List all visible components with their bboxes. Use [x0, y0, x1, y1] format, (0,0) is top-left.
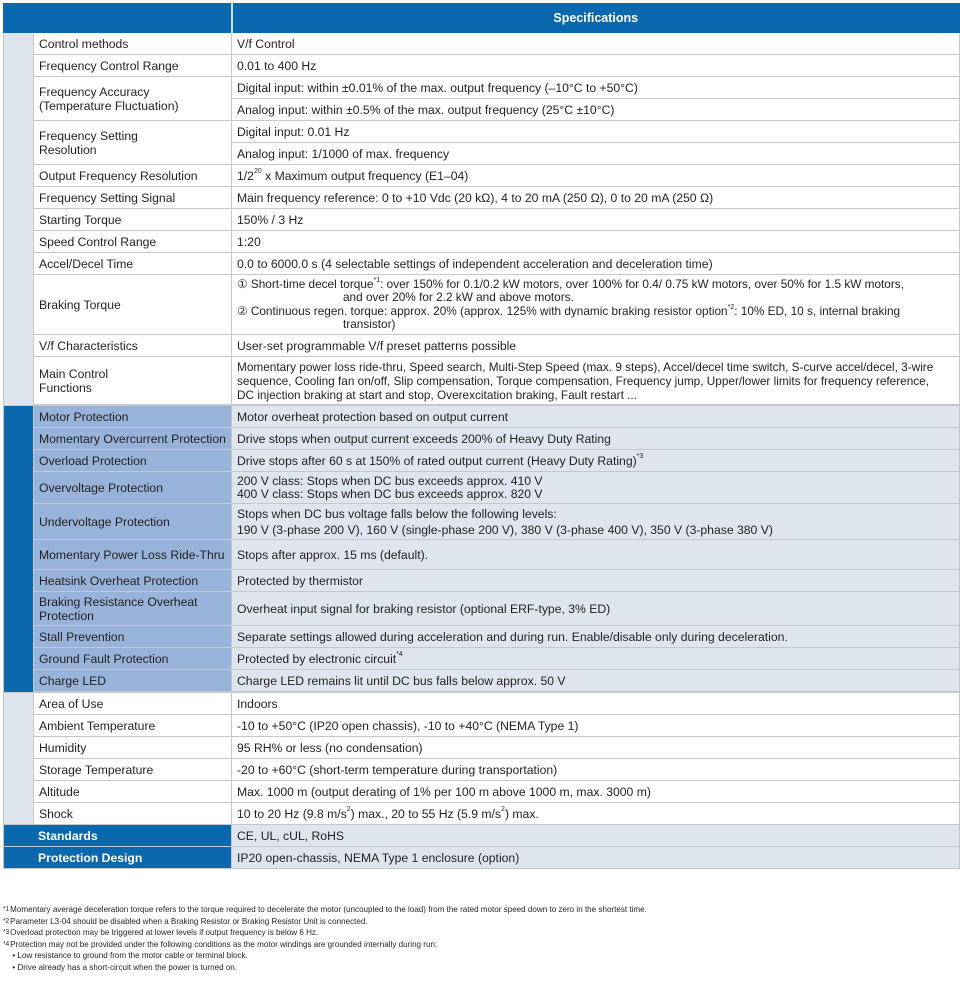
- spec-label: Starting Torque: [34, 209, 232, 231]
- spec-label: V/f Characteristics: [34, 335, 232, 357]
- spec-value: Digital input: 0.01 Hz: [232, 121, 960, 143]
- spec-value: 1:20: [232, 231, 960, 253]
- footnote-bullet: • Drive already has a short-circuit when the power is turned on.: [12, 961, 238, 972]
- spec-label: Heatsink Overheat Protection: [34, 570, 232, 592]
- spec-label: Ground Fault Protection: [34, 648, 232, 670]
- spec-label: Frequency Setting Resolution: [34, 121, 232, 165]
- spec-value: [232, 648, 960, 670]
- spec-label: Frequency Setting Signal: [34, 187, 232, 209]
- table-row: [4, 759, 960, 781]
- footnote-4: [3, 939, 896, 951]
- spec-label: Overload Protection: [34, 450, 232, 472]
- spec-value: -20 to +60°C (short-term temperature during transportation): [232, 759, 960, 781]
- footnote-text: Overload protection may be triggered at lower levels if output frequency is below 6 Hz.: [10, 927, 319, 938]
- table-row: [4, 121, 960, 143]
- category-control-characteristics: [4, 33, 34, 406]
- specifications-table: [3, 3, 960, 869]
- spec-label: Main Control Functions: [34, 357, 232, 405]
- table-row: [4, 803, 960, 825]
- table-row: [4, 253, 960, 275]
- spec-value: Max. 1000 m (output derating of 1% per 100 m above 1000 m, max. 3000 m): [232, 781, 960, 803]
- spec-value: Motor overheat protection based on output current: [232, 406, 960, 428]
- spec-value: [232, 450, 960, 472]
- spec-label: Humidity: [34, 737, 232, 759]
- spec-value: Overheat input signal for braking resistor (optional ERF-type, 3% ED): [232, 592, 960, 626]
- value-text: ② Continuous regen. torque: approx. 20% (approx. 125% with dynamic braking resistor option: [237, 303, 728, 318]
- spec-label: Shock: [34, 803, 232, 825]
- value-text: Protected by electronic circuit: [237, 651, 397, 666]
- superscript: *3: [636, 453, 644, 461]
- value-text: 1/2: [237, 168, 254, 183]
- spec-value: 95 RH% or less (no condensation): [232, 737, 960, 759]
- table-row: [4, 406, 960, 428]
- spec-label: Charge LED: [34, 670, 232, 692]
- table-row: [4, 55, 960, 77]
- footnote-3: [3, 927, 896, 939]
- spec-value: [232, 165, 960, 187]
- table-row: [4, 847, 960, 869]
- table-row: [4, 670, 960, 692]
- table-row: [4, 715, 960, 737]
- spec-label: Accel/Decel Time: [34, 253, 232, 275]
- value-text: ) max., 20 to 55 Hz (5.9 m/s: [350, 806, 502, 821]
- value-line: Stops when DC bus voltage falls below the following levels:: [237, 506, 557, 521]
- specifications-header: Specifications: [232, 4, 960, 33]
- table-row: [4, 357, 960, 405]
- spec-value: -10 to +50°C (IP20 open chassis), -10 to +40°C (NEMA Type 1): [232, 715, 960, 737]
- spec-label: Frequency Control Range: [34, 55, 232, 77]
- table-row: [4, 77, 960, 99]
- table-row: [4, 472, 960, 504]
- footnote-mark: *1: [3, 906, 10, 913]
- control-characteristics-group: [4, 33, 960, 406]
- footnote-text: Parameter L3-04 should be disabled when a Braking Resistor or Braking Resistor Unit is connected.: [10, 915, 368, 926]
- spec-value: Protected by thermistor: [232, 570, 960, 592]
- table-row: [4, 825, 960, 847]
- spec-label: Momentary Power Loss Ride-Thru: [34, 540, 232, 570]
- table-row: [4, 570, 960, 592]
- table-row: [4, 33, 960, 55]
- table-row: [4, 781, 960, 803]
- spec-value: V/f Control: [232, 33, 960, 55]
- standards-value: CE, UL, cUL, RoHS: [232, 825, 960, 847]
- superscript: 2: [501, 806, 505, 814]
- footnote-mark: *4: [3, 940, 10, 948]
- value-text: x Maximum output frequency (E1–04): [261, 168, 469, 183]
- table-row: [4, 504, 960, 540]
- footnotes: [3, 904, 896, 974]
- spec-label: Storage Temperature: [34, 759, 232, 781]
- spec-label: Overvoltage Protection: [34, 472, 232, 504]
- table-row: [4, 540, 960, 570]
- footnote-mark: *3: [3, 929, 10, 937]
- table-row: [4, 231, 960, 253]
- value-text: transistor): [343, 317, 396, 331]
- spec-value: Momentary power loss ride-thru, Speed search, Multi-Step Speed (max. 9 steps), Accel/decel time switch, S-curve accel/decel, 3-wire sequence, Cooling fan on/off, Slip compensation, Torque compensation, Frequency jump, Upper/lower limits for frequency reference, DC injection braking at start and stop, Overexcitation braking, Fault restart ...: [232, 357, 960, 405]
- spec-label: Stall Prevention: [34, 626, 232, 648]
- category-protection-function: [4, 406, 34, 693]
- protection-design-value: IP20 open-chassis, NEMA Type 1 enclosure (option): [232, 847, 960, 869]
- standards-group: [4, 825, 960, 869]
- table-row: [4, 737, 960, 759]
- protection-function-group: [4, 406, 960, 693]
- spec-label: Braking Resistance Overheat Protection: [34, 592, 232, 626]
- spec-label: Control methods: [34, 33, 232, 55]
- footnote-text: Momentary average deceleration torque refers to the torque required to decelerate the motor (uncoupled to the load) from the rated motor speed down to zero in the shortest time.: [10, 904, 647, 914]
- braking-line-2: [237, 305, 954, 319]
- spec-label: Momentary Overcurrent Protection: [34, 428, 232, 450]
- spec-value: Indoors: [232, 693, 960, 715]
- category-operating-environment: [4, 693, 34, 825]
- value-line: 200 V class: Stops when DC bus exceeds approx. 410 V: [237, 474, 543, 488]
- spec-value: Drive stops when output current exceeds 200% of Heavy Duty Rating: [232, 428, 960, 450]
- table-row: [4, 335, 960, 357]
- footnote-mark: *2: [3, 917, 10, 925]
- spec-label: Area of Use: [34, 693, 232, 715]
- footnote-2: [3, 916, 896, 928]
- table-row: [4, 626, 960, 648]
- value-text: : over 150% for 0.1/0.2 kW motors, over 100% for 0.4/ 0.75 kW motors, over 50% for 1.5 kW motors,: [380, 276, 904, 291]
- spec-value: 0.01 to 400 Hz: [232, 55, 960, 77]
- table-row: [4, 209, 960, 231]
- spec-label: Altitude: [34, 781, 232, 803]
- footnote-bullet: • Low resistance to ground from the motor cable or terminal block.: [12, 950, 248, 961]
- header-blank-cell: [4, 4, 232, 33]
- spec-value: Main frequency reference: 0 to +10 Vdc (20 kΩ), 4 to 20 mA (250 Ω), 0 to 20 mA (250 Ω): [232, 187, 960, 209]
- footnote-text: Protection may not be provided under the following conditions as the motor windings are grounded internally during run:: [10, 938, 438, 949]
- standards-label: Standards: [4, 825, 232, 847]
- table-row: [4, 648, 960, 670]
- spec-value: [232, 803, 960, 825]
- spec-value: [232, 504, 960, 540]
- table-row: [4, 187, 960, 209]
- value-text: Drive stops after 60 s at 150% of rated output current (Heavy Duty Rating): [237, 453, 637, 468]
- spec-value: 0.0 to 6000.0 s (4 selectable settings of independent acceleration and deceleration time): [232, 253, 960, 275]
- spec-value: Separate settings allowed during acceleration and during run. Enable/disable only during deceleration.: [232, 626, 960, 648]
- value-line: 400 V class: Stops when DC bus exceeds approx. 820 V: [237, 486, 543, 501]
- table-row: [4, 275, 960, 335]
- superscript: 20: [253, 168, 262, 176]
- superscript: *4: [396, 651, 403, 659]
- value-text: : 10% ED, 10 s, internal braking: [734, 303, 901, 318]
- spec-label: Motor Protection: [34, 406, 232, 428]
- spec-value: [232, 275, 960, 335]
- value-line: 190 V (3-phase 200 V), 160 V (single-phase 200 V), 380 V (3-phase 400 V), 350 V (3-phase 380 V): [237, 522, 773, 537]
- spec-value: User-set programmable V/f preset patterns possible: [232, 335, 960, 357]
- spec-value: Analog input: 1/1000 of max. frequency: [232, 143, 960, 165]
- superscript: 2: [346, 806, 351, 814]
- value-text: 10 to 20 Hz (9.8 m/s: [237, 806, 347, 821]
- operating-environment-group: [4, 693, 960, 825]
- braking-line-1: [237, 278, 954, 292]
- spec-label: Ambient Temperature: [34, 715, 232, 737]
- spec-value: Charge LED remains lit until DC bus falls below approx. 50 V: [232, 670, 960, 692]
- spec-label: Frequency Accuracy (Temperature Fluctuation): [34, 77, 232, 121]
- spec-label: Speed Control Range: [34, 231, 232, 253]
- superscript: *2: [727, 303, 735, 311]
- spec-value: [232, 472, 960, 504]
- value-text: ① Short-time decel torque: [237, 276, 374, 291]
- spec-value: Digital input: within ±0.01% of the max. output frequency (–10°C to +50°C): [232, 77, 960, 99]
- protection-design-label: Protection Design: [4, 847, 232, 869]
- table-row: [4, 165, 960, 187]
- spec-value: Stops after approx. 15 ms (default).: [232, 540, 960, 570]
- table-row: [4, 450, 960, 472]
- table-row: [4, 592, 960, 626]
- footnote-1: [3, 904, 896, 916]
- table-row: [4, 693, 960, 715]
- value-text: and over 20% for 2.2 kW and above motors.: [343, 290, 574, 304]
- spec-value: Analog input: within ±0.5% of the max. output frequency (25°C ±10°C): [232, 99, 960, 121]
- spec-label: Undervoltage Protection: [34, 504, 232, 540]
- spec-label: Output Frequency Resolution: [34, 165, 232, 187]
- spec-label: Braking Torque: [34, 275, 232, 335]
- superscript: *1: [373, 276, 381, 284]
- spec-value: 150% / 3 Hz: [232, 209, 960, 231]
- table-row: [4, 428, 960, 450]
- value-text: ) max.: [504, 806, 539, 821]
